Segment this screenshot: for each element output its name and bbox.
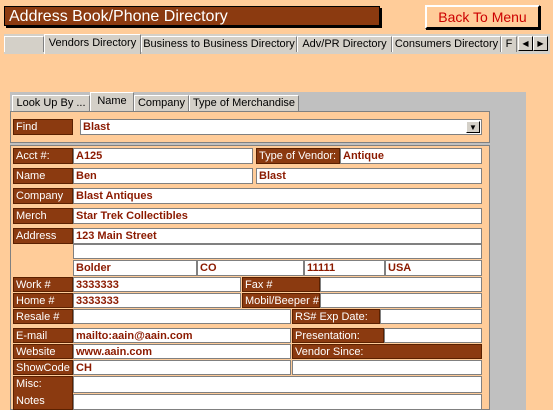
presentation-label: Presentation: [292,328,384,343]
website-label: Website [13,344,73,359]
company-label: Company [13,188,73,204]
resale-field[interactable] [73,309,291,324]
find-label: Find [13,119,73,135]
country-field[interactable]: USA [385,260,482,276]
showcode-extra-field[interactable] [292,360,482,375]
acct-field[interactable]: A125 [73,148,253,164]
misc-label: Misc: [16,378,42,390]
presentation-field[interactable] [384,328,482,343]
vendor-type-label: Type of Vendor: [256,148,340,164]
company-field[interactable]: Blast Antiques [73,188,482,204]
merch-label: Merch [13,208,73,224]
misc-field[interactable] [73,376,482,393]
website-field[interactable]: www.aain.com [73,344,291,359]
subtab-look-up-by[interactable]: Look Up By ... [12,95,90,111]
tab-scroll-left-icon[interactable]: ◀ [518,36,533,51]
chevron-down-icon[interactable]: ▼ [466,121,480,133]
name-label: Name [13,168,73,184]
address-label: Address [13,228,73,244]
rs-exp-date-field[interactable] [380,309,482,324]
last-name-field[interactable]: Blast [256,168,482,184]
home-phone-field[interactable]: 3333333 [73,293,241,308]
fax-field[interactable] [320,277,482,292]
subtab-name[interactable]: Name [90,92,134,111]
vendor-type-field[interactable]: Antique [340,148,482,164]
tab-blank[interactable] [4,36,44,52]
tab-scroll-right-icon[interactable]: ▶ [533,36,548,51]
right-gray-bar [510,92,526,410]
notes-label: Notes [16,395,45,407]
showcode-field[interactable]: CH [73,360,291,375]
vendor-since-label: Vendor Since: [292,344,482,359]
showcode-label: ShowCode [13,360,73,375]
mobil-beeper-field[interactable] [320,293,482,308]
subtab-type-of-merchandise[interactable]: Type of Merchandise [189,95,299,111]
email-label: E-mail [13,328,73,343]
work-phone-field[interactable]: 3333333 [73,277,241,292]
email-field[interactable]: mailto:aain@aain.com [73,328,291,343]
merch-field[interactable]: Star Trek Collectibles [73,208,482,224]
subtab-company[interactable]: Company [134,95,189,111]
tab-business-to-business[interactable]: Business to Business Directory [141,36,297,52]
acct-label: Acct #: [13,148,73,164]
notes-field[interactable] [73,394,482,410]
rs-exp-date-label: RS# Exp Date: [292,309,380,324]
first-name-field[interactable]: Ben [73,168,253,184]
misc-notes-label [13,376,73,410]
fax-label: Fax # [242,277,320,292]
tab-vendors-directory[interactable]: Vendors Directory [44,34,141,54]
tab-consumers-directory[interactable]: Consumers Directory [392,36,501,52]
home-phone-label: Home # [13,293,73,308]
city-field[interactable]: Bolder [73,260,197,276]
tab-adv-pr-directory[interactable]: Adv/PR Directory [297,36,392,52]
address-line1-field[interactable]: 123 Main Street [73,228,482,244]
state-field[interactable]: CO [197,260,304,276]
address-line2-field[interactable] [73,244,482,259]
app-title: Address Book/Phone Directory [4,6,380,26]
work-phone-label: Work # [13,277,73,292]
zip-field[interactable]: 11111 [304,260,385,276]
back-to-menu-button[interactable]: Back To Menu [425,5,540,29]
tab-truncated[interactable]: F [501,36,517,52]
find-combobox[interactable]: Blast [80,119,482,135]
resale-label: Resale # [13,309,73,324]
mobil-beeper-label: Mobil/Beeper # [242,293,320,308]
